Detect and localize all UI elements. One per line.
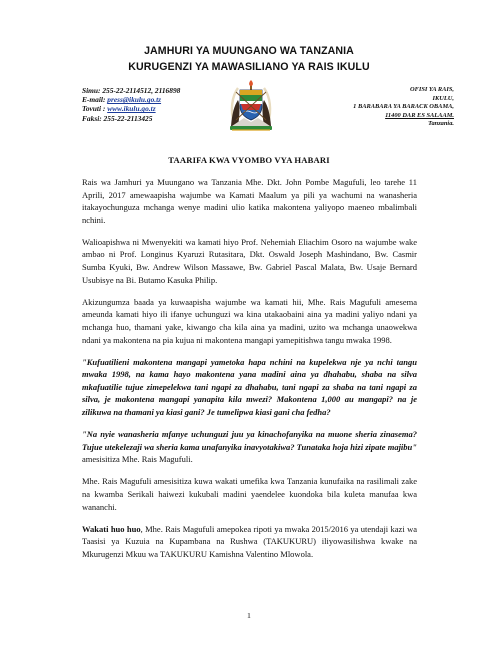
paragraph-takukuru-report: [82, 523, 417, 561]
paragraph-quote-containers: "Kufuatilieni makontena mangapi yametoka hapa nchini na kupelekwa nje ya nchi tangu mwaka 1998, na kama hayo makontena yana madini aina ya dhahabu, shaba na silva mkafuatilie tujue zimepelekwa tani ngapi za dhahabu, tani ngapi za shaba na tani ngapi za silva, je makontena mangapi yanapita kila mwezi? Makontena 1,000 au mangapi? na je zilikuwa na thamani ya kiasi gani? Je tumelipwa kiasi gani cha fedha?: [82, 356, 417, 417]
coat-of-arms-icon: [226, 80, 276, 132]
header-country: JAMHURI YA MUUNGANO WA TANZANIA: [144, 45, 354, 57]
address-line-2: IKULU,: [432, 94, 454, 102]
paragraph-report-text: , Mhe. Rais Magufuli amepokea ripoti ya mwaka 2015/2016 ya utendaji kazi wa Taasisi ya Kuzuia na Kupambana na Rushwa (TAKUKURU) iliyowasilishwa kwake na Mkurugenzi Mkuu wa TAKUKURU Kamishna Valentino Mlowola.: [82, 523, 417, 559]
website-link[interactable]: www.ikulu.go.tz: [107, 104, 156, 114]
paragraph-committee-members: Walioapishwa ni Mwenyekiti wa kamati hiyo Prof. Nehemiah Eliachim Osoro na wajumbe wake ambao ni Prof. Longinus Kyaruzi Rutasitara, Dkt. Oswald Joseph Mashindano, Bw. Casmir Sumba Kyuki, Bw. Andrew Wilson Massawe, Bw. Gabriel Pascal Malata, Bw. Usaje Bernard Usubisye na Bi. Butamo Kasuka Philip.: [82, 236, 417, 285]
page-number: 1: [247, 611, 251, 620]
paragraph-lead-words: Wakati huo huo: [82, 523, 141, 534]
address-line-4: 11400 DAR ES SALAAM.: [385, 111, 454, 119]
email-link[interactable]: press@ikulu.go.tz: [107, 95, 162, 105]
email-label: E-mail:: [82, 95, 108, 105]
paragraph-benefit-resources: Mhe. Rais Magufuli amesisitiza kuwa wakati umefika kwa Tanzania kunufaika na rasilimali zake na kwamba Serikali haiwezi kukubali madini yaendelee kuondoka bila kuleta manufaa kwa wananchi.: [82, 476, 417, 512]
press-release-title: TAARIFA KWA VYOMBO VYA HABARI: [168, 155, 330, 165]
address-line-5: Tanzania.: [428, 120, 454, 128]
paragraph-committee-mandate: Akizungumza baada ya kuwaapisha wajumbe wa kamati hii, Mhe. Rais Magufuli amesema ameunda kamati hiyo ili ifanye uchunguzi wa kina utakaobaini aina ya madini yaliyo ndani ya mchanga huo, thamani yake, kiwango cha kila aina ya madini, uzito wa mchanga unaowekwa ndani ya makontena na pia kujua ni makontena mangapi yamepitishwa tangu mwaka 1998.: [82, 296, 417, 345]
office-address: [304, 86, 454, 129]
fax-text: Faksi: 255-22-2113425: [82, 113, 153, 123]
website-label: Tovuti :: [82, 104, 108, 114]
header-directorate: KURUGENZI YA MAWASILIANO YA RAIS IKULU: [128, 61, 370, 73]
paragraph-quote-lawyers: [82, 428, 417, 466]
phone-text: Simu: 255-22-2114512, 2116898: [82, 86, 181, 95]
paragraph-swearing-in: Rais wa Jamhuri ya Muungano wa Tanzania Mhe. Dkt. John Pombe Magufuli, leo tarehe 11 Aprili, 2017 amewaapisha wajumbe wa Kamati Maalum ya pili ya wachumi na wanasheria itakayochunguza mchanga wenye madini ulio katika makontena yaliyopo maeneo mbalimbali nchini.: [82, 177, 417, 225]
press-release-body: [82, 176, 417, 570]
address-line-3: 1 BARABARA YA BARACK OBAMA,: [353, 103, 454, 111]
quote-lawyers: "Na nyie wanasheria mfanye uchunguzi juu ya kinachofanyika na muone sheria zinasema? Tujue utekelezaji wa sheria kama unafanyika inavyotakiwa? Tunataka hoja hizi zipate majibu": [82, 429, 417, 452]
quote-attribution: amesisitiza Mhe. Rais Magufuli.: [82, 454, 193, 465]
address-line-1: OFISI YA RAIS,: [410, 86, 454, 93]
